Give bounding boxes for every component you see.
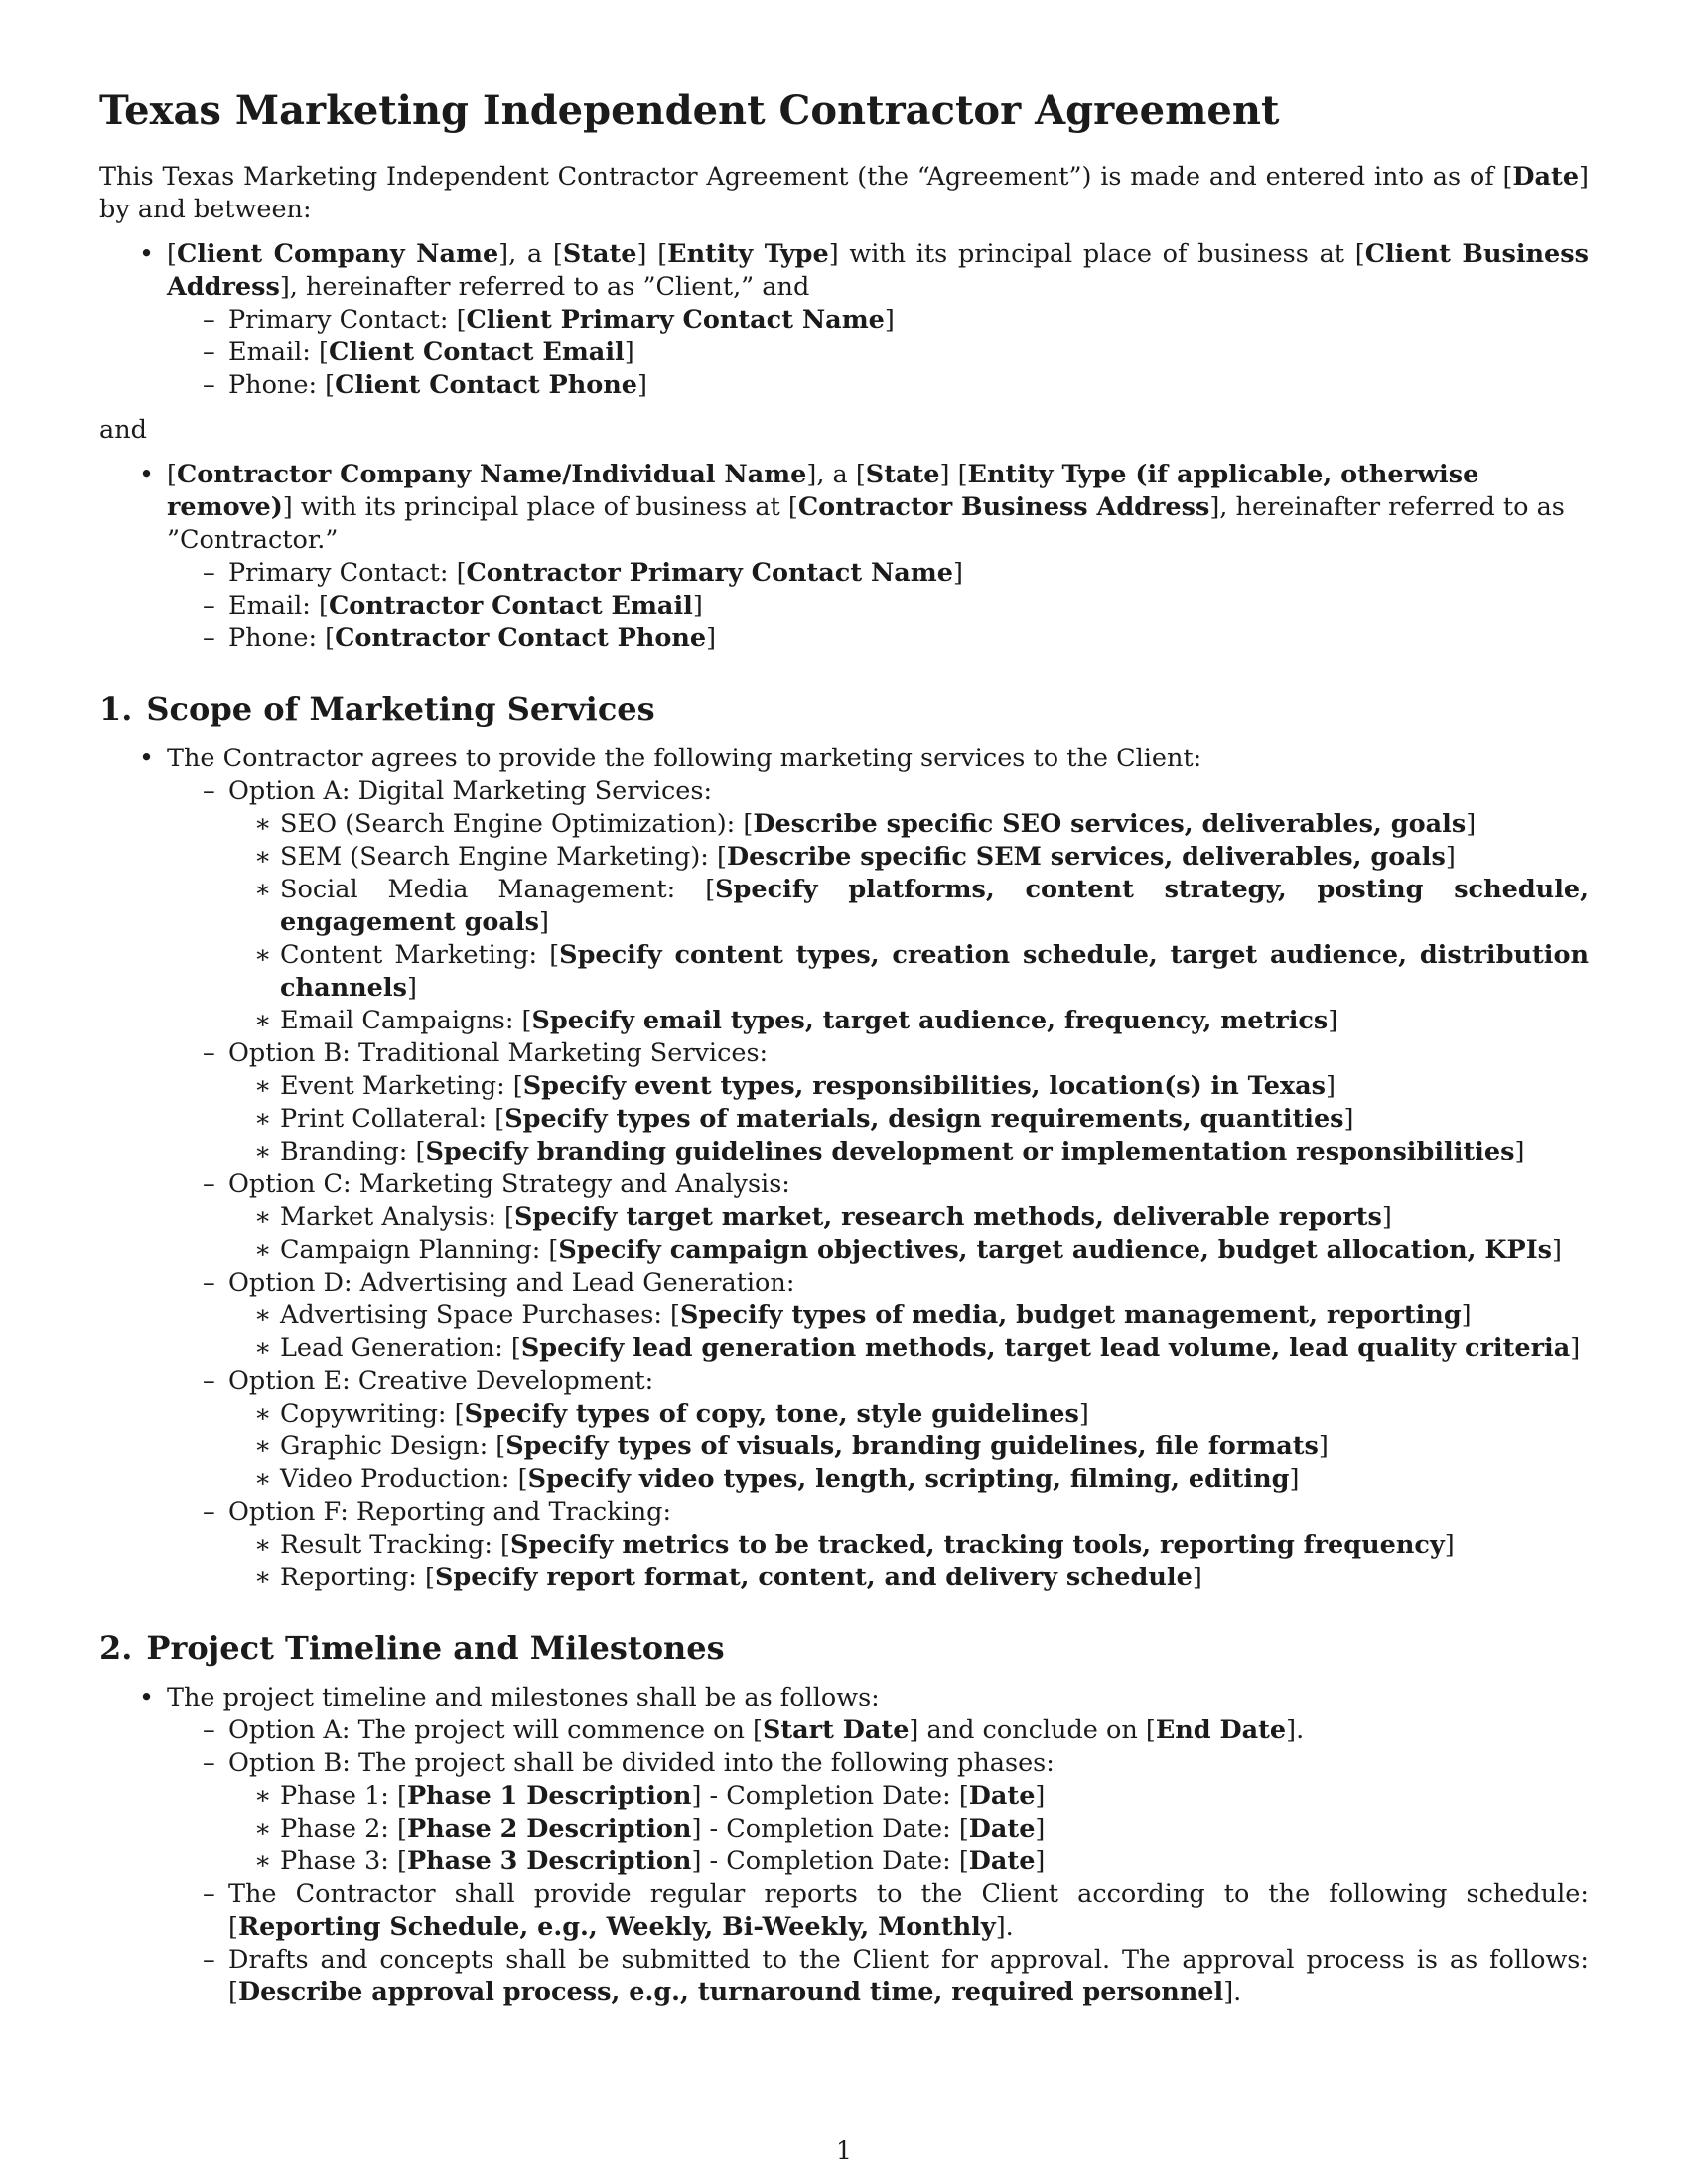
- list-item: ∗ Email Campaigns: [Specify email types, target audience, frequency, metrics]: [228, 1005, 1589, 1037]
- list-item: – Phone: [Client Contact Phone]: [167, 369, 1589, 402]
- list-item: ∗ Market Analysis: [Specify target market, research methods, deliverable reports]: [228, 1201, 1589, 1234]
- list-item: • The Contractor agrees to provide the following marketing services to the Client: – Option A: Digital Marketing Services: ∗ SEO (Search Engine Optimization): [Describe specific SEO services, deliverables, goals] ∗ SEM (Search Engine Marketing): [Describe specific SEM services, deliverables, goals] ∗ Social Media Management: [Specify platforms, content strategy, posting schedule, engagement goals] ∗ Content Marketing: [Specify content types, creation schedule, target audience, distribution channels] ∗ Email Campaigns: [Specify email types, target audience, frequency, metrics] – Option B: Traditional Marketing Services: ∗ Event Marketing: [Specify event types, responsibilities, location(s) in Texas] ∗ Print Collateral: [Specify types of materials, design requirements, quantities] ∗ Branding: [Specify branding guidelines development or implementation responsibilities] – Option C: Marketing Strategy and Analysis: ∗ Market Analysis: [Specify target market, research methods, deliverable reports] ∗ Campaign Planning: [Specify campaign objectives, target audience, budget allocation, KPIs] – Option D: Advertising and Lead Generation: ∗ Advertising Space Purchases: [Specify types of media, budget management, reporting] ∗ Lead Generation: [Specify lead generation methods, target lead volume, lead quality criteria] – Option E: Creative Development: ∗ Copywriting: [Specify types of copy, tone, style guidelines] ∗ Graphic Design: [Specify types of visuals, branding guidelines, file formats] ∗ Video Production: [Specify video types, length, scripting, filming, editing] – Option F: Reporting and Tracking: ∗ Result Tracking: [Specify metrics to be tracked, tracking tools, reporting frequency] ∗ Reporting: [Specify report format, content, and delivery schedule]: [99, 743, 1589, 1594]
- list-item: – Drafts and concepts shall be submitted to the Client for approval. The approval process is as follows: [Describe approval process, e.g., turnaround time, required personnel].: [167, 1944, 1589, 2009]
- list-item: ∗ Social Media Management: [Specify platforms, content strategy, posting schedule, engagement goals]: [228, 874, 1589, 939]
- list-item: ∗ Video Production: [Specify video types, length, scripting, filming, editing]: [228, 1463, 1589, 1496]
- list-item: – Option C: Marketing Strategy and Analysis: ∗ Market Analysis: [Specify target market, research methods, deliverable reports] ∗ Campaign Planning: [Specify campaign objectives, target audience, budget allocation, KPIs]: [167, 1168, 1589, 1267]
- list-item: ∗ SEM (Search Engine Marketing): [Describe specific SEM services, deliverables, goals]: [228, 841, 1589, 874]
- section-heading: 1. Scope of Marketing Services: [99, 690, 655, 728]
- timeline-options-list: [99, 1714, 1589, 2009]
- and-connector: and: [99, 415, 147, 445]
- list-item: ∗ Copywriting: [Specify types of copy, tone, style guidelines]: [228, 1398, 1589, 1431]
- client-contacts: [99, 304, 1589, 402]
- list-item: – Option F: Reporting and Tracking: ∗ Result Tracking: [Specify metrics to be tracked, tracking tools, reporting frequency] ∗ Reporting: [Specify report format, content, and delivery schedule]: [167, 1496, 1589, 1594]
- list-item: ∗ Campaign Planning: [Specify campaign objectives, target audience, budget allocation, KPIs]: [228, 1234, 1589, 1267]
- list-item: – Option D: Advertising and Lead Generation: ∗ Advertising Space Purchases: [Specify types of media, budget management, reporting] ∗ Lead Generation: [Specify lead generation methods, target lead volume, lead quality criteria]: [167, 1267, 1589, 1365]
- list-item: – Email: [Contractor Contact Email]: [167, 590, 1589, 622]
- list-item: – Option E: Creative Development: ∗ Copywriting: [Specify types of copy, tone, style guidelines] ∗ Graphic Design: [Specify types of visuals, branding guidelines, file formats] ∗ Video Production: [Specify video types, length, scripting, filming, editing]: [167, 1365, 1589, 1496]
- client-party-list: [99, 238, 1589, 402]
- document-body: [99, 87, 1589, 2009]
- list-item: ∗ Lead Generation: [Specify lead generation methods, target lead volume, lead quality criteria]: [228, 1332, 1589, 1365]
- list-item: – Option A: Digital Marketing Services: ∗ SEO (Search Engine Optimization): [Describe specific SEO services, deliverables, goals] ∗ SEM (Search Engine Marketing): [Describe specific SEM services, deliverables, goals] ∗ Social Media Management: [Specify platforms, content strategy, posting schedule, engagement goals] ∗ Content Marketing: [Specify content types, creation schedule, target audience, distribution channels] ∗ Email Campaigns: [Specify email types, target audience, frequency, metrics]: [167, 775, 1589, 1037]
- list-item: ∗ Graphic Design: [Specify types of visuals, branding guidelines, file formats]: [228, 1431, 1589, 1463]
- list-item: ∗ Phase 3: [Phase 3 Description] - Completion Date: [Date]: [228, 1845, 1589, 1878]
- section-scope: [99, 689, 1589, 1594]
- document-title: Texas Marketing Independent Contractor Agreement: [99, 87, 1280, 134]
- agreement-date-placeholder: Date: [1512, 162, 1580, 192]
- section-heading: 2. Project Timeline and Milestones: [99, 1629, 725, 1667]
- list-item: ∗ Event Marketing: [Specify event types, responsibilities, location(s) in Texas]: [228, 1070, 1589, 1103]
- list-item: ∗ Print Collateral: [Specify types of materials, design requirements, quantities]: [228, 1103, 1589, 1136]
- client-party: • [Client Company Name], a [State] [Entity Type] with its principal place of business at [Client Business Address], hereinafter referred to as ”Client,” and – Primary Contact: [Client Primary Contact Name] – Email: [Client Contact Email] – Phone: [Client Contact Phone]: [99, 238, 1589, 402]
- intro-paragraph: This Texas Marketing Independent Contractor Agreement (the “Agreement”) is made and entered into as of [Date] by and between:: [99, 162, 1589, 224]
- list-item: ∗ Phase 1: [Phase 1 Description] - Completion Date: [Date]: [228, 1780, 1589, 1813]
- list-item: ∗ Advertising Space Purchases: [Specify types of media, budget management, reporting]: [228, 1299, 1589, 1332]
- list-item: ∗ Result Tracking: [Specify metrics to be tracked, tracking tools, reporting frequency]: [228, 1529, 1589, 1562]
- list-item: – Email: [Client Contact Email]: [167, 337, 1589, 369]
- list-item: – Phone: [Contractor Contact Phone]: [167, 622, 1589, 655]
- list-item: • The project timeline and milestones shall be as follows: – Option A: The project will commence on [Start Date] and conclude on [End Date]. – Option B: The project shall be divided into the following phases: ∗ Phase 1: [Phase 1 Description] - Completion Date: [Date] ∗ Phase 2: [Phase 2 Description] - Completion Date: [Date] ∗ Phase 3: [Phase 3 Description] - Completion Date: [Date] – The Contractor shall provide regular reports to the Client according to the following schedule: [Reporting Schedule, e.g., Weekly, Bi-Weekly, Monthly]. – Drafts and concepts shall be submitted to the Client for approval. The approval process is as follows: [Describe approval process, e.g., turnaround time, required personnel].: [99, 1682, 1589, 2009]
- phase-list: [167, 1780, 1589, 1878]
- scope-options-list: [99, 775, 1589, 1594]
- list-item: ∗ Phase 2: [Phase 2 Description] - Completion Date: [Date]: [228, 1813, 1589, 1845]
- page-number: 1: [836, 2136, 852, 2165]
- list-item: – The Contractor shall provide regular reports to the Client according to the following schedule: [Reporting Schedule, e.g., Weekly, Bi-Weekly, Monthly].: [167, 1878, 1589, 1944]
- list-item: – Option B: Traditional Marketing Services: ∗ Event Marketing: [Specify event types, responsibilities, location(s) in Texas] ∗ Print Collateral: [Specify types of materials, design requirements, quantities] ∗ Branding: [Specify branding guidelines development or implementation responsibilities]: [167, 1037, 1589, 1168]
- list-item: ∗ Reporting: [Specify report format, content, and delivery schedule]: [228, 1562, 1589, 1594]
- list-item: – Option B: The project shall be divided into the following phases: ∗ Phase 1: [Phase 1 Description] - Completion Date: [Date] ∗ Phase 2: [Phase 2 Description] - Completion Date: [Date] ∗ Phase 3: [Phase 3 Description] - Completion Date: [Date]: [167, 1747, 1589, 1878]
- section-timeline: [99, 1628, 1589, 2009]
- contractor-party: • [Contractor Company Name/Individual Name], a [State] [Entity Type (if applicable, otherwise remove)] with its principal place of business at [Contractor Business Address], hereinafter referred to as ”Contractor.” – Primary Contact: [Contractor Primary Contact Name] – Email: [Contractor Contact Email] – Phone: [Contractor Contact Phone]: [99, 459, 1589, 655]
- contractor-party-list: [99, 459, 1589, 655]
- list-item: – Primary Contact: [Client Primary Contact Name]: [167, 304, 1589, 337]
- list-item: ∗ Content Marketing: [Specify content types, creation schedule, target audience, distribution channels]: [228, 939, 1589, 1005]
- list-item: – Option A: The project will commence on [Start Date] and conclude on [End Date].: [167, 1714, 1589, 1747]
- list-item: ∗ SEO (Search Engine Optimization): [Describe specific SEO services, deliverables, goals]: [228, 808, 1589, 841]
- contractor-contacts: [99, 557, 1589, 655]
- list-item: – Primary Contact: [Contractor Primary Contact Name]: [167, 557, 1589, 590]
- list-item: ∗ Branding: [Specify branding guidelines development or implementation responsibilities]: [228, 1136, 1589, 1168]
